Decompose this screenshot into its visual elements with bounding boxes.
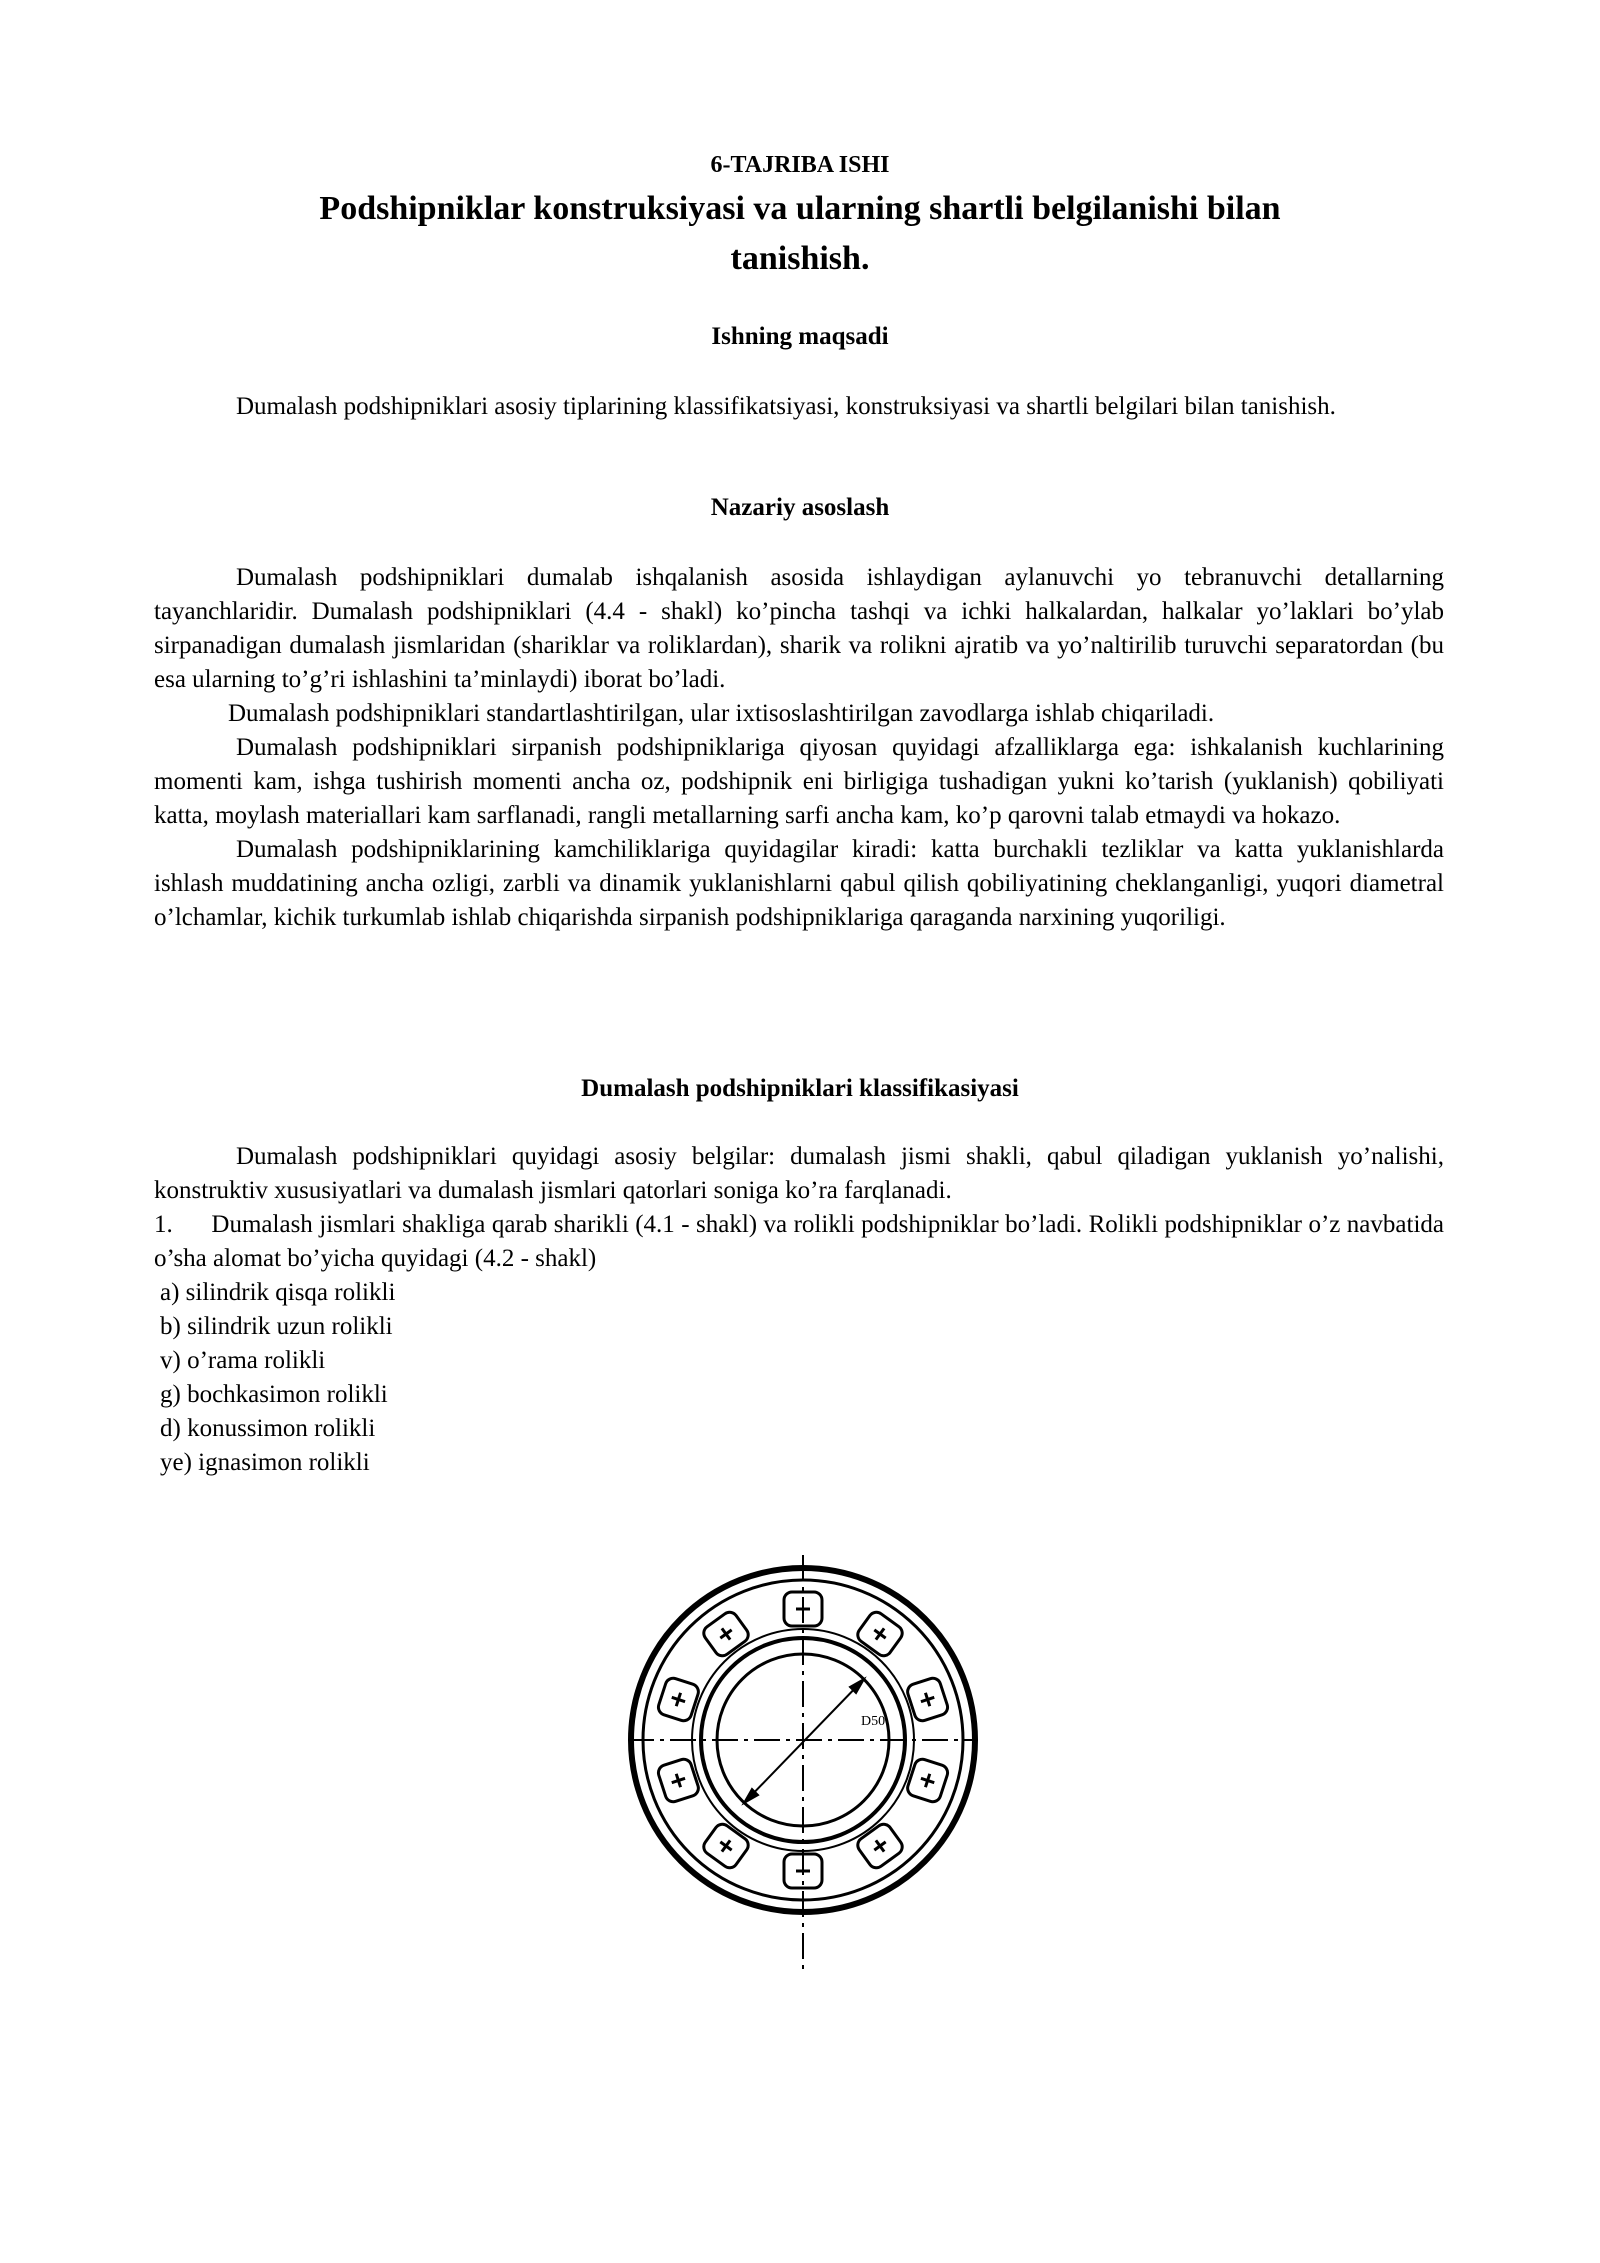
roller-element (855, 1609, 906, 1659)
diameter-label: D50 (861, 1714, 886, 1729)
theory-paragraph-4: Dumalash podshipniklarining kamchiliklariga quyidagilar kiradi: katta burchakli tezliklar va katta yuklanishlarda ishlash muddatining ancha ozligi, zarbli va dinamik yuklanishlarni qabul qilish qobiliyatining cheklanganligi, yuqori diametral o’lchamlar, kichik turkumlab ishlab chiqarishda sirpanish podshipniklariga qaraganda narxining yuqoriligi. (154, 836, 1444, 931)
lab-label: 6-TAJRIBA ISHI (710, 152, 890, 178)
objective-text (154, 390, 1444, 424)
roller-element (701, 1821, 752, 1871)
roller-element (701, 1609, 752, 1659)
roller-types-list (160, 1276, 395, 1480)
theory-paragraph-1: Dumalash podshipniklari dumalab ishqalanish asosida ishlaydigan aylanuvchi yo tebranuvchi detallarning tayanchlaridir. Dumalash podshipniklari (4.4 - shakl) ko’pincha tashqi va ichki halkalardan, halkalar yo’laklari bo’ylab sirpanadigan dumalash jismlaridan (shariklar va roliklardan), sharik va rolikni ajratib va yo’naltirilib turuvchi separatordan (bu esa ularning to’g’ri ishlashini ta’minlaydi) iborat bo’ladi. (154, 564, 1444, 693)
theory-text (154, 561, 1444, 935)
list-item: v) o’rama rolikli (160, 1347, 326, 1374)
objective-paragraph: Dumalash podshipniklari asosiy tiplarining klassifikatsiyasi, konstruksiyasi va shartli belgilari bilan tanishish. (236, 393, 1336, 420)
classification-paragraph-1: Dumalash podshipniklari quyidagi asosiy belgilar: dumalash jismi shakli, qabul qiladigan yuklanish yo’nalishi, konstruktiv xususiyatlari va dumalash jismlari qatorlari soniga ko’ra farqlanadi. (154, 1143, 1444, 1204)
heading-theory: Nazariy asoslash (710, 494, 890, 521)
bearing-drawing (628, 1545, 978, 1980)
theory-paragraph-3: Dumalash podshipniklari sirpanish podshipniklariga qiyosan quyidagi afzalliklarga ega: ishkalanish kuchlarining momenti kam, ishga tushirish momenti ancha oz, podshipnik eni birligiga tushadigan yukni ko’tarish (yuklanish) qobiliyati katta, moylash materiallari kam sarflanadi, rangli metallarning sarfi ancha kam, ko’p qarovni talab etmaydi va hokazo. (154, 734, 1444, 829)
theory-paragraph-2: Dumalash podshipniklari standartlashtirilgan, ular ixtisoslashtirilgan zavodlarga ishlab chiqariladi. (228, 700, 1215, 727)
classification-paragraph-2: 1. Dumalash jismlari shakliga qarab sharikli (4.1 - shakl) va rolikli podshipniklar bo’ladi. Rolikli podshipniklar o’z navbatida o’sha alomat bo’yicha quyidagi (4.2 - shakl) (154, 1211, 1451, 1272)
list-item: ye) ignasimon rolikli (160, 1449, 370, 1476)
title-line-1: Podshipniklar konstruksiyasi va ularning shartli belgilanishi bilan (319, 190, 1281, 227)
list-item: a) silindrik qisqa rolikli (160, 1279, 396, 1306)
title-line-2: tanishish. (730, 240, 870, 277)
heading-objective: Ishning maqsadi (711, 323, 889, 350)
list-item: b) silindrik uzun rolikli (160, 1313, 393, 1340)
list-item: d) konussimon rolikli (160, 1415, 376, 1442)
document-title (200, 184, 1400, 284)
classification-text (154, 1140, 1451, 1276)
roller-element (855, 1821, 906, 1871)
heading-classification: Dumalash podshipniklari klassifikasiyasi (581, 1075, 1019, 1102)
list-item: g) bochkasimon rolikli (160, 1381, 388, 1408)
